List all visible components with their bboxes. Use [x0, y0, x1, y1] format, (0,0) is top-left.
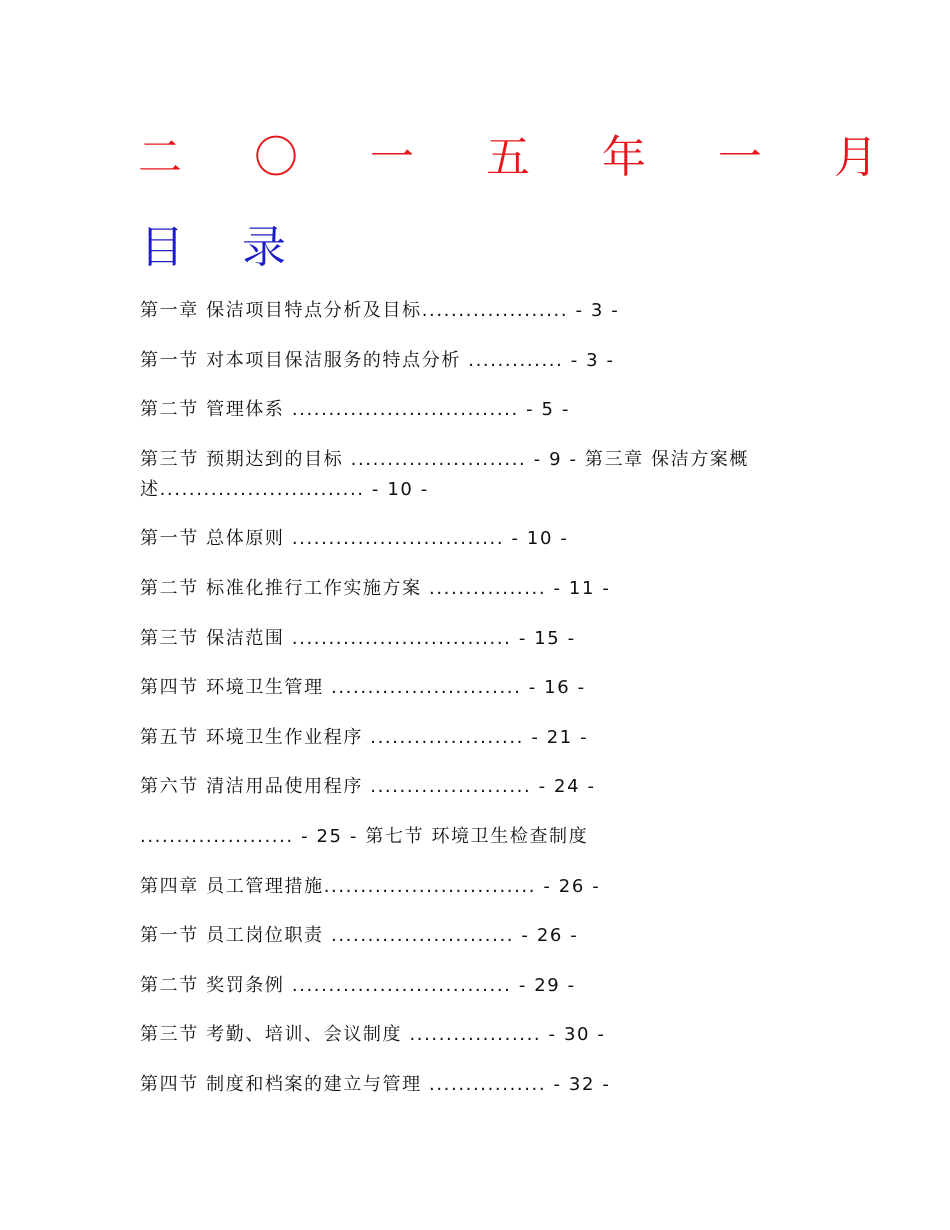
toc-entry[interactable]: 第四节 制度和档案的建立与管理 ................ - 32 - [140, 1073, 611, 1095]
toc-entry[interactable]: 第一章 保洁项目特点分析及目标.................... - 3 - [140, 300, 620, 321]
table-of-contents [140, 296, 800, 1120]
toc-entry[interactable]: 第二节 标准化推行工作实施方案 ................ - 11 - [140, 577, 611, 599]
toc-entry[interactable]: 第四节 环境卫生管理 .......................... - 16 - [140, 677, 586, 699]
toc-entry[interactable]: ..................... - 25 - 第七节 环境卫生检查制度 [140, 825, 589, 847]
toc-entry[interactable]: 第五节 环境卫生作业程序 ..................... - 21 - [140, 726, 589, 748]
toc-title: 目 录 [140, 222, 308, 273]
toc-entry[interactable]: 第四章 员工管理措施............................. - 26 - [140, 875, 601, 897]
date-heading: 二 〇 一 五 年 一 月 [138, 132, 907, 183]
toc-entry[interactable]: 第三节 保洁范围 .............................. - 15 - [140, 627, 576, 649]
toc-entry[interactable]: 第三节 考勤、培训、会议制度 .................. - 30 - [140, 1024, 606, 1046]
toc-entry[interactable]: 第三节 预期达到的目标 ........................ - 9 - 第三章 保洁方案概述............................ - 10 - [140, 448, 750, 500]
toc-entry[interactable]: 第一节 对本项目保洁服务的特点分析 ............. - 3 - [140, 349, 615, 371]
toc-entry[interactable]: 第一节 员工岗位职责 ......................... - 26 - [140, 925, 579, 947]
toc-entry[interactable]: 第二节 奖罚条例 .............................. - 29 - [140, 974, 576, 996]
toc-entry[interactable]: 第二节 管理体系 ............................... - 5 - [140, 399, 571, 421]
toc-entry[interactable]: 第六节 清洁用品使用程序 ...................... - 24 - [140, 776, 596, 798]
toc-entry[interactable]: 第一节 总体原则 ............................. - 10 - [140, 528, 569, 550]
